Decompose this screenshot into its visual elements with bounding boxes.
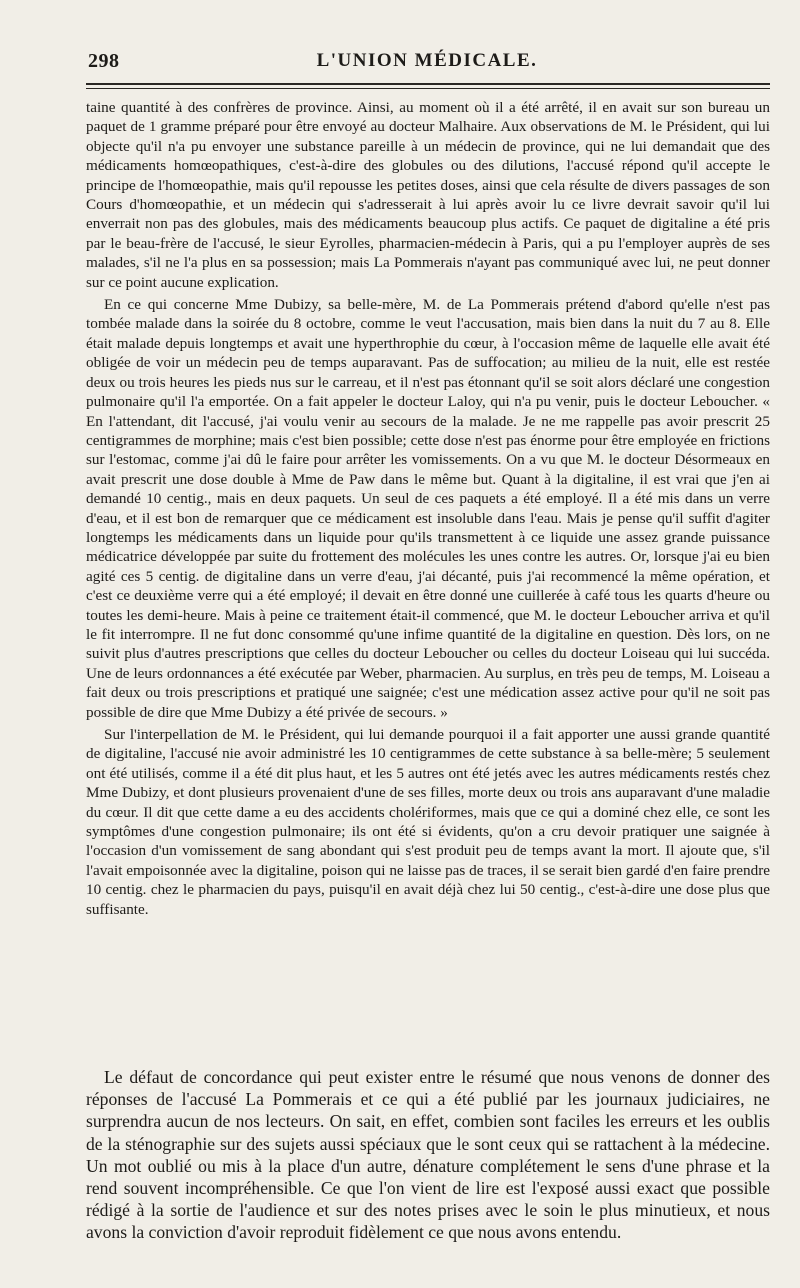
paragraph-interpellation: Sur l'interpellation de M. le Président, qui lui demande pourquoi il a fait apporter une aussi grande quantité de digitaline, l'accusé nie avoir administré les 10 centigrammes de cette substance à sa belle-mère; 5 seulement ont été utilisés, comme il a été dit plus haut, et les 5 autres ont été jetés avec les autres médicaments restés chez Mme Dubizy, et dont plusieurs provenaient d'une de ses filles, morte deux ou trois ans auparavant d'une maladie du cœur. Il dit que cette dame a eu des accidents cholériformes, mais que ce qui a dominé chez elle, ce sont les symptômes d'une congestion pulmonaire; ils ont été si évidents, qu'on a cru devoir pratiquer une saignée à l'occasion d'un vomissement de sang abondant qui s'est produit peu de temps avant la mort. Il ajoute que, s'il l'avait empoisonnée avec la digitaline, poison qui ne laisse pas de traces, il se serait bien gardé d'en faire prendre 10 centig. chez le pharmacien du pays, puisqu'il en avait déjà chez lui 50 centig., c'est-à-dire une dose plus que suffisante.: [86, 726, 770, 918]
editorial-note: Le défaut de concordance qui peut exister entre le résumé que nous venons de donner des réponses de l'accusé La Pommerais et ce qui a été publié par les journaux judiciaires, ne surprendra aucun de nos lecteurs. On sait, en effet, combien sont faciles les erreurs et les oublis de la sténographie sur des sujets aussi spéciaux que le sont ceux qui se rattachent à la médecine. Un mot oublié ou mis à la place d'un autre, dénature complétement le sens d'une phrase et la rend souvent incompréhensible. Ce que l'on vient de lire est l'exposé aussi exact que possible rédigé à la sortie de l'audience et sur des notes prises avec le soin le plus minutieux, et nous avons la conviction d'avoir reproduit fidèlement ce que nous avons entendu.: [86, 1067, 770, 1243]
page-number: 298: [88, 50, 120, 72]
running-title: L'UNION MÉDICALE.: [316, 50, 538, 71]
paragraph-dubizy: En ce qui concerne Mme Dubizy, sa belle-mère, M. de La Pommerais prétend d'abord qu'elle n'est pas tombée malade dans la soirée du 8 octobre, comme le veut l'accusation, mais bien dans la nuit du 7 au 8. Elle était malade depuis longtemps et avait une hyperthrophie du cœur, à l'occasion même de laquelle elle avait été obligée de voir un médecin peu de temps auparavant. Pas de suffocation; au milieu de la nuit, elle est restée deux ou trois heures les pieds nus sur le carreau, et il n'est pas étonnant qu'il se soit alors déclaré une congestion pulmonaire qu'il l'a emportée. On a fait appeler le docteur Laloy, qui n'a pu venir, puis le docteur Leboucher. « En l'attendant, dit l'accusé, j'ai voulu venir au secours de la malade. Je ne me rappelle pas avoir prescrit 25 centigrammes de morphine; mais c'est bien possible; cette dose n'est pas énorme pour être employée en frictions sur l'estomac, comme j'ai dû le faire pour arrêter les vomissements. On a vu que M. le docteur Désormeaux en avait prescrit une dose double à Mme de Paw dans le même but. Quant à la digitaline, il est vrai que j'en ai demandé 10 centig., mais en deux paquets. Un seul de ces paquets a été employé. Il a été mis dans un verre d'eau, et il est bon de remarquer que ce médicament est insoluble dans l'eau. Mais je pense qu'il suffit d'agiter longtemps les médicaments dans un liquide pour qu'ils transmettent à ce liquide une assez grande puissance médicatrice développée par suite du frottement des molécules les unes contre les autres. Or, lorsque j'ai eu bien agité ces 5 centig. de digitaline dans un verre d'eau, j'ai décanté, puis j'ai recommencé la même opération, et c'est ce deuxième verre qui a été employé; il devait en être donné une cuillerée à café tous les quarts d'heure ou toutes les demi-heure. Mais à peine ce traitement était-il commencé, que M. le docteur Leboucher arriva et qu'il le fit interrompre. Il ne fut donc consommé qu'une infime quantité de la digitaline en question. Dès lors, on ne suivit plus d'autres prescriptions que celles du docteur Leboucher ou celles du docteur Loiseau qui lui succéda. Une de leurs ordonnances a été exécutée par Weber, pharmacien. Au surplus, en très peu de temps, M. Loiseau a fait deux ou trois prescriptions et pratiqué une saignée; c'est une médication assez active pour qu'il ne soit pas possible de dire que Mme Dubizy a été privée de secours. »: [86, 296, 770, 721]
page-header: [84, 50, 770, 80]
header-rule: [86, 83, 770, 89]
paragraph-continued: taine quantité à des confrères de province. Ainsi, au moment où il a été arrêté, il en avait sur son bureau un paquet de 1 gramme préparé pour être envoyé au docteur Malhaire. Aux observations de M. le Président, qui lui objecte qu'il n'a pu envoyer une substance pareille à un médecin de province, qui ne lui demandait que des médicaments homœopathiques, c'est-à-dire des globules ou des dilutions, l'accusé répond qu'il accepte le principe de l'homœopathie, mais qu'il repousse les petites doses, ainsi que cela résulte de divers passages de son Cours d'homœopathie, et un médecin qui s'adresserait à lui après avoir lu ce livre devrait savoir qu'il lui enverrait non pas des globules, mais des médicaments beaucoup plus actifs. Ce paquet de digitaline a été pris par le beau-frère de l'accusé, le sieur Eyrolles, pharmacien-médecin à Paris, qui a pu l'employer auprès de ses malades, s'il ne l'a plus en sa possession; mais La Pommerais n'ayant pas communiqué avec lui, ne peut donner sur ce point aucune explication.: [86, 99, 770, 291]
article-body: [86, 98, 770, 922]
